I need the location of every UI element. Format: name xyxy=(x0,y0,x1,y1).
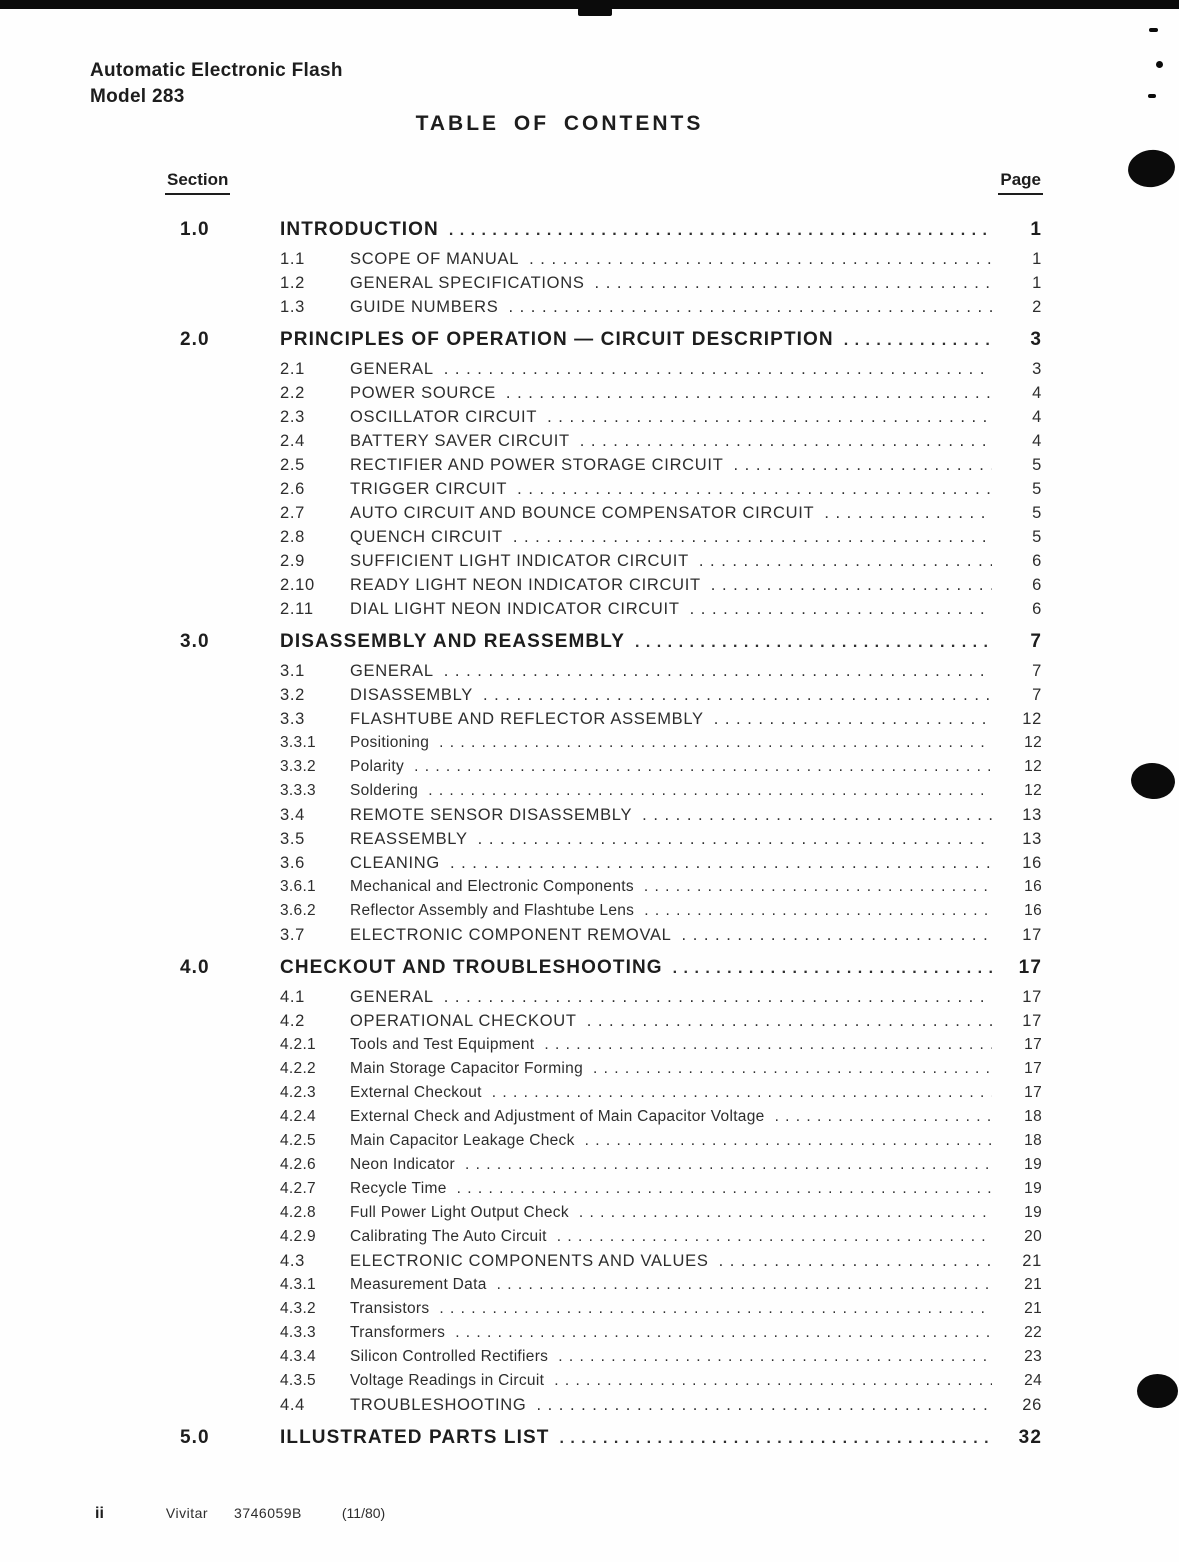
toc-row xyxy=(150,384,1042,408)
toc-section-number: 3.7 xyxy=(280,926,306,944)
toc-section-number: 4.3.2 xyxy=(280,1300,316,1317)
dot-leader xyxy=(506,384,992,403)
dot-leader xyxy=(554,1372,992,1390)
toc-row xyxy=(150,854,1042,878)
toc-section-number: 4.2.4 xyxy=(280,1108,316,1125)
toc-page-number: 4 xyxy=(1032,384,1042,402)
dot-leader xyxy=(635,634,992,652)
toc-row xyxy=(150,528,1042,552)
toc-section-number: 4.3 xyxy=(280,1252,306,1270)
toc-row xyxy=(150,408,1042,432)
toc-row xyxy=(150,631,1042,662)
toc-row xyxy=(150,1427,1042,1458)
toc-page-number: 26 xyxy=(1022,1396,1042,1414)
toc-entry-title: TROUBLESHOOTING xyxy=(350,1396,527,1414)
toc-row xyxy=(150,329,1042,360)
toc-section-number: 4.3.3 xyxy=(280,1324,316,1341)
dot-leader xyxy=(492,1084,992,1102)
toc-page-number: 3 xyxy=(1030,329,1042,350)
toc-row xyxy=(150,1132,1042,1156)
dot-leader xyxy=(557,1228,992,1246)
doc-header xyxy=(90,58,343,110)
toc-row xyxy=(150,710,1042,734)
dot-leader xyxy=(444,360,992,379)
toc-page-number: 6 xyxy=(1032,600,1042,618)
page-title: TABLE OF CONTENTS xyxy=(415,112,704,135)
toc-section-number: 3.3.3 xyxy=(280,782,316,799)
toc-page-number: 1 xyxy=(1032,250,1042,268)
toc-entry-title: Measurement Data xyxy=(350,1276,487,1293)
toc-section-number: 4.2.9 xyxy=(280,1228,316,1245)
toc-section-number: 2.3 xyxy=(280,408,306,426)
toc-section-number: 2.11 xyxy=(280,600,314,618)
toc-entry-title: ELECTRONIC COMPONENTS AND VALUES xyxy=(350,1252,709,1270)
dot-leader xyxy=(644,902,992,920)
dot-leader xyxy=(558,1348,992,1366)
toc-page-number: 5 xyxy=(1032,528,1042,546)
toc-row xyxy=(150,552,1042,576)
toc-section-number: 4.2.5 xyxy=(280,1132,316,1149)
dot-leader xyxy=(690,600,992,619)
toc-page-number: 21 xyxy=(1024,1276,1042,1293)
toc-page-number: 7 xyxy=(1030,631,1042,652)
toc-row xyxy=(150,1348,1042,1372)
toc-page-number: 17 xyxy=(1022,1012,1042,1030)
dot-leader xyxy=(587,1012,992,1031)
toc-entry-title: AUTO CIRCUIT AND BOUNCE COMPENSATOR CIRCUIT xyxy=(350,504,815,522)
dot-leader xyxy=(508,298,992,317)
scan-artifact-blob xyxy=(1129,761,1177,801)
toc-entry-title: FLASHTUBE AND REFLECTOR ASSEMBLY xyxy=(350,710,704,728)
dot-leader xyxy=(497,1276,992,1294)
dot-leader xyxy=(517,480,992,499)
dot-leader xyxy=(719,1252,992,1271)
toc-row xyxy=(150,456,1042,480)
toc-page-number: 3 xyxy=(1032,360,1042,378)
toc-page-number: 1 xyxy=(1032,274,1042,292)
dot-leader xyxy=(642,806,992,825)
dot-leader xyxy=(579,1204,992,1222)
toc-page-number: 13 xyxy=(1022,830,1042,848)
dot-leader xyxy=(547,408,992,427)
toc-section-number: 3.6.2 xyxy=(280,902,316,919)
toc-section-number: 2.6 xyxy=(280,480,306,498)
toc-row xyxy=(150,1108,1042,1132)
toc-page-number: 23 xyxy=(1024,1348,1042,1365)
toc-column-headers xyxy=(165,170,1043,195)
column-header-page: Page xyxy=(998,170,1043,195)
toc-page-number: 7 xyxy=(1032,686,1042,704)
toc-section-number: 4.3.1 xyxy=(280,1276,316,1293)
dot-leader xyxy=(457,1180,992,1198)
toc-page-number: 2 xyxy=(1032,298,1042,316)
toc-page-number: 4 xyxy=(1032,408,1042,426)
dot-leader xyxy=(513,528,992,547)
toc-row xyxy=(150,988,1042,1012)
dot-leader xyxy=(714,710,992,729)
doc-model-line: Model 283 xyxy=(90,86,185,108)
toc-page-number: 21 xyxy=(1024,1300,1042,1317)
toc-row xyxy=(150,1060,1042,1084)
toc-entry-title: GENERAL xyxy=(350,360,434,378)
toc-section-number: 3.6.1 xyxy=(280,878,316,895)
dot-leader xyxy=(580,432,992,451)
toc-entry-title: Mechanical and Electronic Components xyxy=(350,878,634,895)
dot-leader xyxy=(559,1430,992,1448)
toc-row xyxy=(150,480,1042,504)
toc-entry-title: DIAL LIGHT NEON INDICATOR CIRCUIT xyxy=(350,600,680,618)
toc-page-number: 19 xyxy=(1024,1180,1042,1197)
column-header-section: Section xyxy=(165,170,230,195)
toc-entry-title: Main Storage Capacitor Forming xyxy=(350,1060,583,1077)
scan-artifact-blob xyxy=(1126,147,1178,190)
toc-page-number: 5 xyxy=(1032,456,1042,474)
page-footer xyxy=(95,1505,385,1523)
toc-page-number: 19 xyxy=(1024,1156,1042,1173)
toc-row xyxy=(150,734,1042,758)
toc-page-number: 24 xyxy=(1024,1372,1042,1389)
toc-entry-title: INTRODUCTION xyxy=(280,219,439,240)
toc-entry-title: REASSEMBLY xyxy=(350,830,468,848)
toc-page-number: 16 xyxy=(1024,878,1042,895)
dot-leader xyxy=(644,878,992,896)
dot-leader xyxy=(673,960,992,978)
toc-section-number: 5.0 xyxy=(180,1427,210,1448)
toc-section-number: 2.4 xyxy=(280,432,306,450)
toc-page-number: 17 xyxy=(1024,1060,1042,1077)
dot-leader xyxy=(699,552,992,571)
toc-section-number: 2.7 xyxy=(280,504,306,522)
toc-row xyxy=(150,686,1042,710)
toc-entry-title: OSCILLATOR CIRCUIT xyxy=(350,408,538,426)
toc-page-number: 21 xyxy=(1022,1252,1042,1270)
toc-section-number: 4.2.7 xyxy=(280,1180,316,1197)
toc-row xyxy=(150,1156,1042,1180)
dot-leader xyxy=(478,830,992,849)
toc-entry-title: Reflector Assembly and Flashtube Lens xyxy=(350,902,635,919)
toc-entry-title: DISASSEMBLY AND REASSEMBLY xyxy=(280,631,625,652)
toc-entry-title: ILLUSTRATED PARTS LIST xyxy=(280,1427,550,1448)
footer-date: (11/80) xyxy=(341,1505,386,1521)
toc-row xyxy=(150,782,1042,806)
toc-section-number: 3.0 xyxy=(180,631,210,652)
toc-row xyxy=(150,957,1042,988)
toc-page-number: 20 xyxy=(1024,1228,1042,1245)
toc-section-number: 4.2.3 xyxy=(280,1084,316,1101)
dot-leader xyxy=(733,456,992,475)
toc-section-number: 2.10 xyxy=(280,576,315,594)
toc-page-number: 6 xyxy=(1032,576,1042,594)
toc-entry-title: PRINCIPLES OF OPERATION — CIRCUIT DESCRIPTION xyxy=(280,329,834,350)
toc-section-number: 3.3 xyxy=(280,710,306,728)
toc-section-number: 1.2 xyxy=(280,274,306,292)
toc-page-number: 17 xyxy=(1022,926,1042,944)
dot-leader xyxy=(483,686,992,705)
toc-page-number: 18 xyxy=(1024,1108,1042,1125)
toc-page-number: 12 xyxy=(1024,734,1042,751)
toc-section-number: 4.2 xyxy=(280,1012,306,1030)
scan-artifact-blob xyxy=(1137,1374,1178,1408)
toc-row xyxy=(150,926,1042,950)
scan-artifact-mark xyxy=(1156,61,1163,68)
dot-leader xyxy=(544,1036,992,1054)
toc-entry-title: READY LIGHT NEON INDICATOR CIRCUIT xyxy=(350,576,701,594)
toc-page-number: 12 xyxy=(1022,710,1042,728)
toc-page-number: 17 xyxy=(1024,1036,1042,1053)
dot-leader xyxy=(439,734,992,752)
toc-section-number: 4.3.4 xyxy=(280,1348,316,1365)
dot-leader xyxy=(529,250,992,269)
toc-row xyxy=(150,1084,1042,1108)
dot-leader xyxy=(824,504,992,523)
toc-entry-title: Full Power Light Output Check xyxy=(350,1204,569,1221)
toc-entry-title: REMOTE SENSOR DISASSEMBLY xyxy=(350,806,633,824)
toc-section-number: 3.6 xyxy=(280,854,306,872)
toc-entry-title: Main Capacitor Leakage Check xyxy=(350,1132,575,1149)
dot-leader xyxy=(775,1108,992,1126)
dot-leader xyxy=(450,854,992,873)
toc-section-number: 4.2.6 xyxy=(280,1156,316,1173)
toc-entry-title: Calibrating The Auto Circuit xyxy=(350,1228,547,1245)
toc-entry-title: Recycle Time xyxy=(350,1180,447,1197)
toc-entry-title: Soldering xyxy=(350,782,419,799)
toc-page-number: 12 xyxy=(1024,782,1042,799)
toc-entry-title: POWER SOURCE xyxy=(350,384,496,402)
toc-entry-title: External Check and Adjustment of Main Capacitor Voltage xyxy=(350,1108,765,1125)
scan-artifact-notch xyxy=(578,8,612,16)
toc-section-number: 1.0 xyxy=(180,219,210,240)
toc-section-number: 3.5 xyxy=(280,830,306,848)
toc-row xyxy=(150,1396,1042,1420)
toc-row xyxy=(150,219,1042,250)
toc-section-number: 3.3.1 xyxy=(280,734,316,751)
toc-section-number: 4.1 xyxy=(280,988,306,1006)
toc-page-number: 17 xyxy=(1018,957,1042,978)
toc-row xyxy=(150,274,1042,298)
toc-row xyxy=(150,250,1042,274)
toc-row xyxy=(150,878,1042,902)
scan-artifact-mark xyxy=(1149,28,1158,32)
dot-leader xyxy=(595,274,992,293)
toc-section-number: 4.2.1 xyxy=(280,1036,316,1053)
toc-row xyxy=(150,758,1042,782)
toc-row xyxy=(150,1276,1042,1300)
toc-section-number: 1.1 xyxy=(280,250,306,268)
dot-leader xyxy=(428,782,992,800)
toc-section-number: 2.5 xyxy=(280,456,306,474)
toc-entry-title: CHECKOUT AND TROUBLESHOOTING xyxy=(280,957,663,978)
toc-page-number: 7 xyxy=(1032,662,1042,680)
dot-leader xyxy=(711,576,992,595)
dot-leader xyxy=(465,1156,992,1174)
toc-entry-title: SCOPE OF MANUAL xyxy=(350,250,520,268)
toc-section-number: 2.0 xyxy=(180,329,210,350)
dot-leader xyxy=(593,1060,992,1078)
toc-entry-title: GENERAL SPECIFICATIONS xyxy=(350,274,585,292)
dot-leader xyxy=(455,1324,992,1342)
toc-entry-title: Positioning xyxy=(350,734,430,751)
toc-page-number: 5 xyxy=(1032,504,1042,522)
dot-leader xyxy=(844,332,992,350)
folio-page-number: ii xyxy=(95,1505,104,1522)
toc-page-number: 16 xyxy=(1022,854,1042,872)
toc-section-number: 4.2.2 xyxy=(280,1060,316,1077)
dot-leader xyxy=(449,222,992,240)
toc-row xyxy=(150,1036,1042,1060)
toc-entry-title: GUIDE NUMBERS xyxy=(350,298,499,316)
dot-leader xyxy=(682,926,992,945)
toc-section-number: 2.2 xyxy=(280,384,306,402)
toc-row xyxy=(150,1372,1042,1396)
toc-page-number: 4 xyxy=(1032,432,1042,450)
toc-entry-title: Silicon Controlled Rectifiers xyxy=(350,1348,549,1365)
toc-section-number: 4.0 xyxy=(180,957,210,978)
toc-row xyxy=(150,1300,1042,1324)
toc-page-number: 13 xyxy=(1022,806,1042,824)
toc-section-number: 2.1 xyxy=(280,360,306,378)
footer-doc-number: 3746059B xyxy=(234,1505,302,1521)
toc-section-number: 3.2 xyxy=(280,686,306,704)
toc-entry-title: TRIGGER CIRCUIT xyxy=(350,480,508,498)
toc-row xyxy=(150,806,1042,830)
toc-entry-title: Neon Indicator xyxy=(350,1156,456,1173)
toc-entry-title: SUFFICIENT LIGHT INDICATOR CIRCUIT xyxy=(350,552,689,570)
toc-page-number: 19 xyxy=(1024,1204,1042,1221)
toc-list xyxy=(150,212,1042,1458)
toc-section-number: 3.1 xyxy=(280,662,306,680)
toc-entry-title: GENERAL xyxy=(350,988,434,1006)
toc-entry-title: Voltage Readings in Circuit xyxy=(350,1372,545,1389)
toc-section-number: 3.4 xyxy=(280,806,306,824)
dot-leader xyxy=(439,1300,992,1318)
toc-row xyxy=(150,600,1042,624)
toc-page-number: 17 xyxy=(1022,988,1042,1006)
dot-leader xyxy=(536,1396,992,1415)
toc-row xyxy=(150,1204,1042,1228)
toc-section-number: 1.3 xyxy=(280,298,306,316)
toc-page-number: 6 xyxy=(1032,552,1042,570)
dot-leader xyxy=(444,662,992,681)
toc-entry-title: ELECTRONIC COMPONENT REMOVAL xyxy=(350,926,672,944)
toc-row xyxy=(150,830,1042,854)
toc-page-number: 22 xyxy=(1024,1324,1042,1341)
doc-title-line: Automatic Electronic Flash xyxy=(90,60,343,81)
toc-page-number: 16 xyxy=(1024,902,1042,919)
toc-section-number: 4.4 xyxy=(280,1396,306,1414)
toc-entry-title: OPERATIONAL CHECKOUT xyxy=(350,1012,577,1030)
toc-section-number: 3.3.2 xyxy=(280,758,316,775)
toc-row xyxy=(150,1228,1042,1252)
toc-page-number: 32 xyxy=(1018,1427,1042,1448)
toc-row xyxy=(150,1180,1042,1204)
dot-leader xyxy=(444,988,992,1007)
toc-entry-title: Polarity xyxy=(350,758,405,775)
toc-row xyxy=(150,1012,1042,1036)
scan-artifact-mark xyxy=(1148,94,1156,98)
toc-entry-title: QUENCH CIRCUIT xyxy=(350,528,503,546)
toc-entry-title: Transformers xyxy=(350,1324,446,1341)
toc-row xyxy=(150,504,1042,528)
toc-row xyxy=(150,1324,1042,1348)
toc-page-number: 12 xyxy=(1024,758,1042,775)
toc-section-number: 2.9 xyxy=(280,552,306,570)
toc-entry-title: External Checkout xyxy=(350,1084,482,1101)
toc-page-number: 5 xyxy=(1032,480,1042,498)
toc-section-number: 4.2.8 xyxy=(280,1204,316,1221)
toc-entry-title: Tools and Test Equipment xyxy=(350,1036,535,1053)
toc-section-number: 2.8 xyxy=(280,528,306,546)
dot-leader xyxy=(414,758,992,776)
toc-entry-title: GENERAL xyxy=(350,662,434,680)
toc-row xyxy=(150,576,1042,600)
toc-row xyxy=(150,1252,1042,1276)
toc-row xyxy=(150,432,1042,456)
dot-leader xyxy=(585,1132,992,1150)
toc-entry-title: Transistors xyxy=(350,1300,430,1317)
toc-row xyxy=(150,902,1042,926)
toc-entry-title: RECTIFIER AND POWER STORAGE CIRCUIT xyxy=(350,456,724,474)
toc-page-number: 18 xyxy=(1024,1132,1042,1149)
toc-entry-title: CLEANING xyxy=(350,854,440,872)
footer-brand: Vivitar xyxy=(165,1505,209,1521)
toc-row xyxy=(150,360,1042,384)
toc-page-number: 1 xyxy=(1030,219,1042,240)
toc-section-number: 4.3.5 xyxy=(280,1372,316,1389)
toc-page-number: 17 xyxy=(1024,1084,1042,1101)
toc-entry-title: DISASSEMBLY xyxy=(350,686,473,704)
toc-row xyxy=(150,298,1042,322)
toc-entry-title: BATTERY SAVER CIRCUIT xyxy=(350,432,570,450)
toc-row xyxy=(150,662,1042,686)
